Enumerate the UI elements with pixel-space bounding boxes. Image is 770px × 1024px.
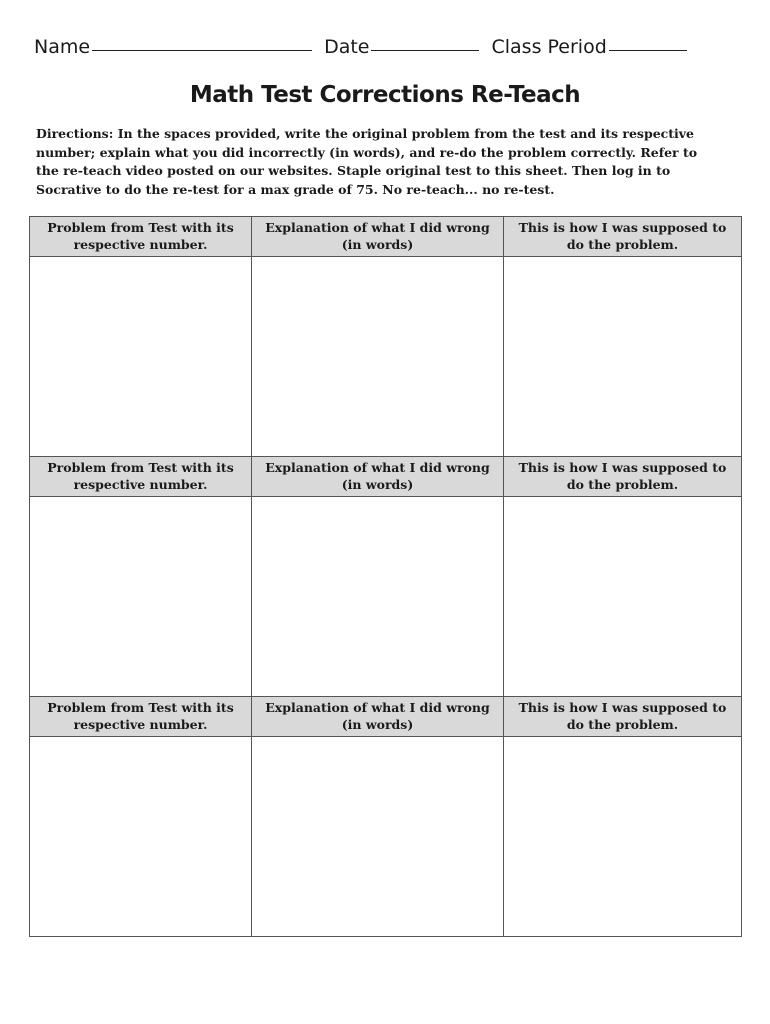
column-header-explanation: Explanation of what I did wrong (in words) [252, 217, 504, 257]
problem-cell[interactable] [30, 497, 252, 697]
date-blank[interactable] [371, 49, 479, 51]
corrections-table [29, 216, 742, 937]
table-row [30, 257, 742, 457]
explanation-cell[interactable] [252, 257, 504, 457]
class-period-label: Class Period [491, 36, 607, 58]
student-info-line [34, 36, 734, 58]
explanation-cell[interactable] [252, 737, 504, 937]
correct-method-cell[interactable] [504, 257, 742, 457]
table-header-row [30, 457, 742, 497]
problem-cell[interactable] [30, 257, 252, 457]
name-label: Name [34, 36, 91, 58]
name-blank[interactable] [92, 49, 312, 51]
correct-method-cell[interactable] [504, 737, 742, 937]
table-row [30, 737, 742, 937]
page-title: Math Test Corrections Re-Teach [189, 82, 581, 108]
column-header-problem: Problem from Test with its respective number. [30, 457, 252, 497]
column-header-correct-method: This is how I was supposed to do the problem. [504, 457, 742, 497]
column-header-explanation: Explanation of what I did wrong (in words) [252, 697, 504, 737]
table-row [30, 497, 742, 697]
class-period-blank[interactable] [609, 49, 687, 51]
column-header-correct-method: This is how I was supposed to do the problem. [504, 217, 742, 257]
column-header-correct-method: This is how I was supposed to do the problem. [504, 697, 742, 737]
problem-cell[interactable] [30, 737, 252, 937]
column-header-problem: Problem from Test with its respective number. [30, 217, 252, 257]
column-header-explanation: Explanation of what I did wrong (in words) [252, 457, 504, 497]
column-header-problem: Problem from Test with its respective number. [30, 697, 252, 737]
correct-method-cell[interactable] [504, 497, 742, 697]
explanation-cell[interactable] [252, 497, 504, 697]
directions-text: Directions: In the spaces provided, write the original problem from the test and its respective number; explain what you did incorrectly (in words), and re-do the problem correctly. Refer to the re-teach video posted on our websites. Staple original test to this sheet. Then log in to Socrative to do the re-test for a max grade of 75. No re-teach... no re-test. [36, 126, 698, 197]
table-header-row [30, 697, 742, 737]
date-label: Date [324, 36, 370, 58]
table-header-row [30, 217, 742, 257]
